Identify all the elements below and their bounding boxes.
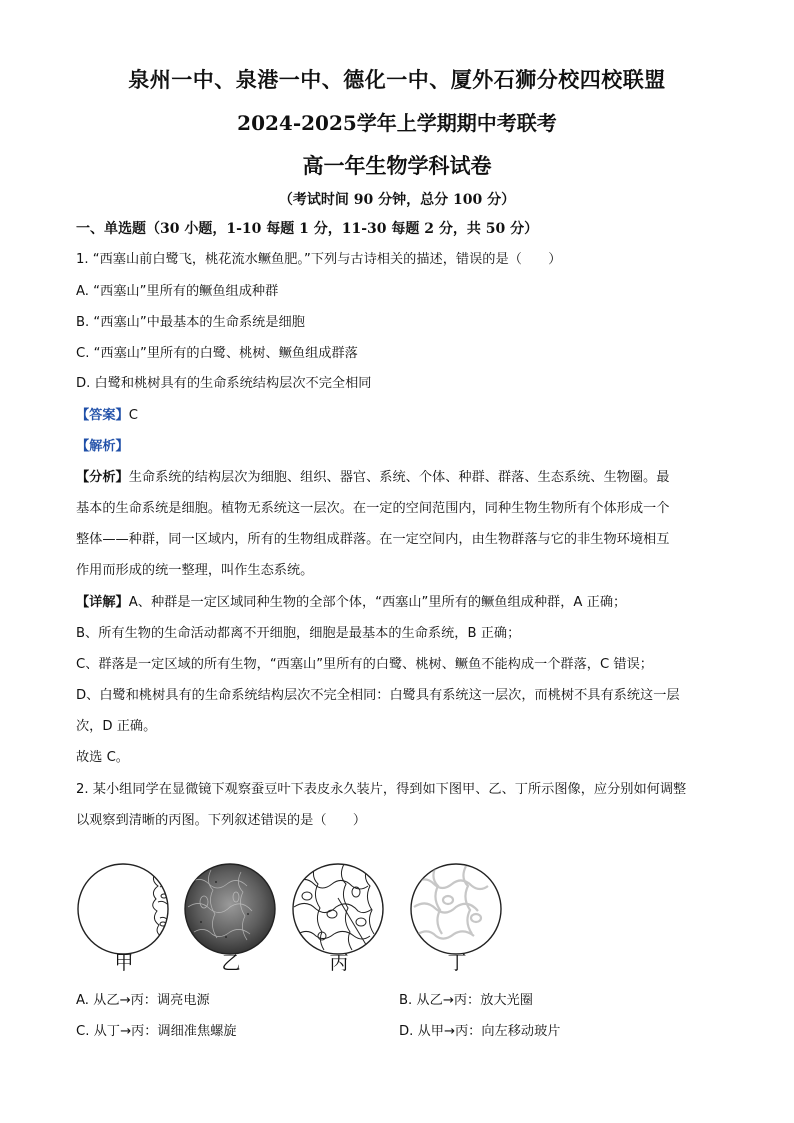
detail-text-1: A、种群是一定区域同种生物的全部个体，“西塞山”里所有的鳜鱼组成种群，A 正确； xyxy=(128,595,627,610)
analysis-tag: 【解析】 xyxy=(76,439,129,454)
q1-detail-line-1 xyxy=(76,593,726,613)
fig-label-jia: 甲 xyxy=(114,952,134,974)
section-heading: 一、单选题（30 小题，1-10 每题 1 分，11-30 每题 2 分，共 50 分） xyxy=(76,221,539,237)
q1-detail-line-3: C、群落是一定区域的所有生物，“西塞山”里所有的白鹭、桃树、鳜鱼不能构成一个群落，C 错误； xyxy=(76,657,653,672)
fig-label-bing: 丙 xyxy=(329,952,349,974)
q1-analysis-tag xyxy=(76,437,726,457)
field-jia xyxy=(78,864,168,954)
q1-option-b: B. “西塞山”中最基本的生命系统是细胞 xyxy=(76,315,305,330)
exam-title-term: 2024-2025学年上学期期中考联考 xyxy=(237,111,557,135)
answer-value: C xyxy=(128,408,138,423)
detail-tag: 【详解】 xyxy=(76,595,129,610)
q2-option-c: C. 从丁→丙：调细准焦螺旋 xyxy=(76,1024,237,1039)
answer-tag: 【答案】 xyxy=(76,408,129,423)
q1-fenxi-line-3: 整体——种群，同一区域内，所有的生物组成群落。在一定空间内，由生物群落与它的非生物环境相互 xyxy=(76,532,670,547)
q1-conclusion: 故选 C。 xyxy=(76,750,129,765)
field-yi xyxy=(185,864,275,954)
q1-stem: 1. “西塞山前白鹭飞，桃花流水鳜鱼肥。”下列与古诗相关的描述，错误的是（ ） xyxy=(76,252,562,267)
field-bing xyxy=(293,864,383,954)
q2-option-b: B. 从乙→丙：放大光圈 xyxy=(399,993,533,1008)
field-ding xyxy=(411,864,501,954)
exam-info: （考试时间 90 分钟，总分 100 分） xyxy=(278,192,516,208)
q1-detail-line-2: B、所有生物的生命活动都离不开细胞，细胞是最基本的生命系统，B 正确； xyxy=(76,626,521,641)
q2-stem-line-2: 以观察到清晰的丙图。下列叙述错误的是（ ） xyxy=(76,813,367,828)
q1-answer xyxy=(76,406,726,426)
exam-title-subject: 高一年生物学科试卷 xyxy=(302,153,492,178)
q2-stem-line-1: 2. 某小组同学在显微镜下观察蚕豆叶下表皮永久装片，得到如下图甲、乙、丁所示图像，应分别如何调整 xyxy=(76,782,687,797)
fig-label-yi: 乙 xyxy=(221,952,241,974)
fig-label-ding: 丁 xyxy=(447,952,467,974)
q1-option-d: D. 白鹭和桃树具有的生命系统结构层次不完全相同 xyxy=(76,376,372,391)
fenxi-tag: 【分析】 xyxy=(76,470,129,485)
fenxi-text-1: 生命系统的结构层次为细胞、组织、器官、系统、个体、种群、群落、生态系统、生物圈。最 xyxy=(128,470,670,485)
q2-option-a: A. 从乙→丙：调亮电源 xyxy=(76,993,210,1008)
q1-detail-line-5: 次，D 正确。 xyxy=(76,719,157,734)
q1-detail-line-4: D、白鹭和桃树具有的生命系统结构层次不完全相同：白鹭具有系统这一层次，而桃树不具有系统这一层 xyxy=(76,688,680,703)
q2-option-d: D. 从甲→丙：向左移动玻片 xyxy=(399,1024,561,1039)
q1-fenxi-line-2: 基本的生命系统是细胞。植物无系统这一层次。在一定的空间范围内，同种生物生物所有个体形成一个 xyxy=(76,501,670,516)
q1-fenxi-line-4: 作用而形成的统一整理，叫作生态系统。 xyxy=(76,563,314,578)
q1-fenxi-line-1 xyxy=(76,468,726,488)
exam-title-schools: 泉州一中、泉港一中、德化一中、厦外石狮分校四校联盟 xyxy=(128,67,666,92)
q1-option-c: C. “西塞山”里所有的白鹭、桃树、鳜鱼组成群落 xyxy=(76,346,358,361)
q1-option-a: A. “西塞山”里所有的鳜鱼组成种群 xyxy=(76,284,279,299)
